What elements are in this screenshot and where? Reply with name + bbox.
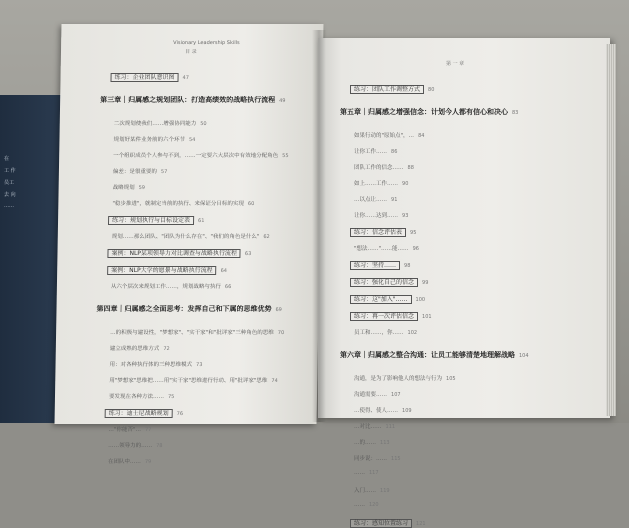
left-toc-text-19: 练习：迪士尼战略规划 bbox=[105, 409, 173, 418]
right-toc-text-21: 同步说：…… bbox=[354, 456, 388, 462]
right-toc-page-number-3: 86 bbox=[391, 149, 398, 155]
right-toc-page-number-0: 80 bbox=[428, 87, 435, 93]
right-running-header: 第 一 章 bbox=[446, 61, 465, 67]
left-toc-text-21: ……领导力的…… bbox=[108, 443, 153, 449]
left-toc-text-8: 练习：规划执行与目标设定表 bbox=[108, 216, 194, 225]
right-toc-page-number-14: 102 bbox=[407, 330, 418, 336]
left-toc-text-14: …的积极与建设性，"梦想家"、"实干家"和"批评家"三种角色的思维 bbox=[110, 330, 274, 336]
right-toc-page-number-17: 107 bbox=[391, 392, 401, 398]
left-toc-item-17 bbox=[109, 376, 278, 384]
right-toc-item-22 bbox=[354, 470, 379, 476]
right-toc-text-14: 员工和……，你…… bbox=[354, 330, 404, 336]
right-toc-page-number-10: 98 bbox=[404, 263, 411, 269]
left-toc-item-6 bbox=[113, 183, 146, 191]
right-toc-boxed-12 bbox=[350, 294, 425, 303]
right-toc-text-5: 如上……工作…… bbox=[354, 181, 399, 187]
right-toc-page-number-25: 121 bbox=[416, 521, 426, 527]
left-toc-page-number-14: 70 bbox=[277, 330, 285, 336]
right-toc-item-9 bbox=[354, 244, 419, 252]
right-toc-text-17: 沟通需要…… bbox=[354, 392, 388, 398]
left-toc-item-7 bbox=[112, 199, 254, 207]
under-book-text-3: 员工 bbox=[4, 180, 15, 186]
right-toc-text-9: "想法……"……能…… bbox=[354, 246, 409, 252]
right-toc-text-16: 沟通，是为了影响他人的想法与行为 bbox=[354, 376, 443, 382]
left-running-header: Visionary Leadership Skills bbox=[173, 40, 240, 46]
left-toc-text-10: 案例：NLP某项领导力对比调查与战略执行流程 bbox=[107, 249, 241, 258]
right-toc-page-number-2: 84 bbox=[418, 133, 425, 139]
left-toc-text-9: 规划……那么团队、"团队为什么存在"、"我们的角色是什么" bbox=[111, 234, 260, 240]
right-toc-boxed-8 bbox=[350, 227, 416, 236]
under-book-text-1: 在 bbox=[4, 156, 10, 162]
right-toc-item-23 bbox=[354, 486, 390, 494]
right-book-page bbox=[318, 38, 610, 527]
left-toc-item-18 bbox=[109, 392, 175, 400]
left-toc-page-number-22: 79 bbox=[144, 459, 152, 465]
right-toc-page-number-1: 83 bbox=[512, 110, 519, 116]
left-toc-page-number-13: 69 bbox=[275, 307, 282, 313]
right-toc-page-number-6: 91 bbox=[391, 197, 398, 203]
left-toc-page-number-7: 60 bbox=[247, 201, 255, 207]
right-toc-page-number-13: 101 bbox=[422, 314, 432, 320]
right-toc-item-18 bbox=[354, 406, 412, 414]
left-toc-text-22: 在团队中…… bbox=[107, 459, 141, 465]
left-toc-boxed-10 bbox=[107, 248, 251, 257]
left-toc-item-20 bbox=[108, 425, 151, 433]
left-toc-item-14 bbox=[110, 328, 284, 336]
left-toc-text-2: 二次规划使我们……增强协同能力 bbox=[113, 121, 197, 127]
left-toc-item-9 bbox=[112, 232, 270, 240]
left-toc-text-7: "稳步推进"，就制定当前的执行、来保证分目标的实现 bbox=[112, 201, 244, 207]
left-toc-page-number-9: 62 bbox=[263, 234, 270, 240]
left-toc-item-5 bbox=[113, 167, 168, 175]
left-toc-page-number-3: 54 bbox=[188, 137, 196, 143]
right-toc-page-number-7: 93 bbox=[402, 213, 409, 219]
right-toc-text-18: …使得、使人…… bbox=[354, 408, 399, 414]
left-toc-text-0: 练习：企业团队意识图 bbox=[110, 73, 178, 82]
left-book-page bbox=[55, 24, 324, 465]
page-edges bbox=[606, 44, 616, 416]
left-toc-page-number-16: 73 bbox=[196, 362, 203, 368]
right-toc-page-number-8: 95 bbox=[410, 230, 417, 236]
right-toc-text-11: 练习：强化自己的信念 bbox=[350, 278, 418, 287]
right-toc-text-24: …… bbox=[354, 502, 365, 508]
left-toc-boxed-19 bbox=[105, 408, 184, 417]
right-toc-item-17 bbox=[354, 390, 401, 398]
left-toc-page-number-18: 75 bbox=[167, 394, 175, 400]
right-toc-page-number-5: 90 bbox=[402, 181, 409, 187]
right-toc-text-15: 第六章｜归属感之整合沟通：让员工能够清楚地理解战略 bbox=[340, 351, 515, 359]
right-toc-item-21 bbox=[354, 454, 401, 462]
right-toc-page-number-24: 120 bbox=[369, 502, 379, 508]
left-toc-item-21 bbox=[108, 441, 163, 449]
right-toc-boxed-25 bbox=[350, 518, 426, 527]
right-toc-item-19 bbox=[354, 422, 395, 430]
left-toc-text-1: 第三章｜归属感之规划团队：打造高绩效的战略执行流程 bbox=[100, 96, 276, 104]
left-toc-item-15 bbox=[110, 344, 170, 352]
right-toc-page-number-23: 119 bbox=[380, 488, 390, 494]
left-toc-page-number-15: 72 bbox=[163, 346, 170, 352]
left-toc-boxed-0 bbox=[110, 72, 189, 81]
right-toc-chapter-1 bbox=[340, 107, 518, 117]
book-gutter bbox=[312, 30, 326, 422]
right-toc-text-20: …的…… bbox=[354, 440, 377, 446]
left-toc-text-12: 从六个层次来规划工作……，规划战略与执行 bbox=[110, 284, 221, 290]
right-toc-page-number-18: 109 bbox=[402, 408, 412, 414]
right-toc-page-number-9: 96 bbox=[412, 246, 419, 252]
right-toc-page-number-22: 117 bbox=[369, 470, 379, 476]
left-toc-page-number-1: 49 bbox=[279, 98, 286, 104]
right-toc-boxed-10 bbox=[350, 260, 410, 269]
left-toc-page-number-21: 78 bbox=[156, 443, 163, 449]
right-toc-item-6 bbox=[354, 195, 397, 203]
left-toc-text-6: 战略规划 bbox=[112, 185, 135, 191]
right-toc-text-0: 练习：团队工作调整方式 bbox=[350, 85, 424, 94]
right-toc-text-25: 练习：感知位置练习 bbox=[350, 519, 412, 528]
left-toc-item-16 bbox=[109, 360, 202, 368]
left-toc-item-4 bbox=[113, 151, 289, 159]
right-toc-boxed-0 bbox=[350, 84, 434, 93]
under-book-text-5: …… bbox=[4, 203, 14, 209]
left-toc-page-number-0: 47 bbox=[182, 75, 189, 81]
right-toc-text-6: …以点让…… bbox=[354, 197, 388, 203]
left-toc-page-number-2: 50 bbox=[200, 121, 207, 127]
right-toc-text-8: 练习：信念评估表 bbox=[350, 228, 406, 237]
left-toc-item-2 bbox=[114, 119, 207, 127]
right-toc-item-5 bbox=[354, 179, 408, 187]
right-toc-item-14 bbox=[354, 328, 417, 336]
left-toc-page-number-11: 64 bbox=[220, 268, 228, 274]
right-toc-text-23: 入门…… bbox=[354, 488, 377, 494]
left-toc-page-number-4: 55 bbox=[282, 153, 289, 159]
left-toc-text-18: 要发现在各种方法…… bbox=[108, 394, 165, 400]
left-toc-page-number-20: 77 bbox=[144, 427, 152, 433]
left-toc-text-17: 用"梦想家"思维把……用"实干家"思维进行行动、用"批评家"思维 bbox=[109, 378, 268, 384]
right-toc-item-24 bbox=[354, 502, 379, 508]
right-toc-item-7 bbox=[354, 211, 408, 219]
right-toc-text-10: 练习：坚持…… bbox=[350, 261, 400, 270]
under-book-text-4: 去 向 bbox=[4, 192, 16, 198]
right-toc-page-number-16: 105 bbox=[446, 376, 456, 382]
right-toc-text-22: …… bbox=[354, 470, 365, 476]
left-toc-chapter-13 bbox=[96, 304, 282, 314]
left-toc-page-number-6: 59 bbox=[138, 185, 146, 191]
left-toc-chapter-1 bbox=[100, 95, 286, 105]
left-toc-item-3 bbox=[113, 135, 195, 143]
left-toc-page-number-17: 74 bbox=[271, 378, 278, 384]
right-toc-text-13: 练习：再一次评估信念 bbox=[350, 312, 418, 321]
right-toc-item-20 bbox=[354, 438, 390, 446]
right-toc-item-4 bbox=[354, 163, 414, 171]
right-toc-text-4: 团队工作的信念…… bbox=[354, 165, 404, 171]
right-toc-text-3: 让你工作…… bbox=[354, 149, 388, 155]
left-toc-text-5: 偏差：是很重要的 bbox=[112, 169, 157, 175]
left-toc-text-11: 案例：NLP大学的愿景与战略执行流程 bbox=[107, 266, 217, 275]
left-toc-boxed-8 bbox=[108, 215, 205, 224]
right-toc-text-7: 让你……达到…… bbox=[354, 213, 399, 219]
left-toc-text-20: …"你能否"… bbox=[108, 427, 142, 433]
right-toc-text-1: 第五章｜归属感之增强信念：计划今人都有信心和决心 bbox=[340, 108, 508, 116]
right-toc-boxed-13 bbox=[350, 311, 432, 320]
left-toc-text-3: 规划好某件业务前的六个环节 bbox=[113, 137, 186, 143]
right-toc-page-number-15: 104 bbox=[519, 353, 529, 359]
left-toc-page-number-10: 63 bbox=[244, 251, 252, 257]
right-toc-text-2: 如果行动的"原始点"，… bbox=[354, 133, 415, 139]
right-toc-page-number-12: 100 bbox=[415, 297, 426, 303]
right-toc-page-number-4: 88 bbox=[407, 165, 414, 171]
right-toc-page-number-21: 115 bbox=[391, 456, 401, 462]
right-toc-page-number-20: 113 bbox=[380, 440, 390, 446]
left-toc-boxed-11 bbox=[107, 265, 227, 274]
right-toc-text-19: …对比…… bbox=[354, 424, 382, 430]
under-book-text-2: 工 作 bbox=[4, 168, 16, 174]
right-toc-item-16 bbox=[354, 374, 456, 382]
right-toc-boxed-11 bbox=[350, 277, 428, 286]
left-toc-page-number-12: 66 bbox=[224, 284, 232, 290]
right-toc-item-2 bbox=[354, 131, 424, 139]
right-toc-item-3 bbox=[354, 147, 397, 155]
left-toc-page-number-8: 61 bbox=[198, 218, 205, 224]
left-toc-text-13: 第四章｜归属感之全面思考：发挥自己和下属的思维优势 bbox=[96, 305, 272, 313]
left-toc-text-4: 一个组织成员个人参与不到，……一定要六大层次中有效地分配角色 bbox=[113, 153, 279, 159]
left-running-header-sub: 目 录 bbox=[184, 49, 197, 55]
right-toc-page-number-11: 99 bbox=[422, 280, 429, 286]
left-toc-page-number-19: 76 bbox=[176, 411, 184, 417]
left-toc-text-16: 用：对各种执行体的三种思维模式 bbox=[109, 362, 193, 368]
left-toc-text-15: 建立成熟的思维方式 bbox=[109, 346, 160, 352]
right-toc-text-12: 练习：这"加入"…… bbox=[350, 295, 412, 304]
left-toc-item-22 bbox=[108, 457, 152, 465]
right-toc-page-number-19: 111 bbox=[385, 424, 396, 430]
right-toc-chapter-15 bbox=[340, 350, 529, 360]
left-toc-item-12 bbox=[111, 282, 232, 290]
left-toc-page-number-5: 57 bbox=[160, 169, 168, 175]
